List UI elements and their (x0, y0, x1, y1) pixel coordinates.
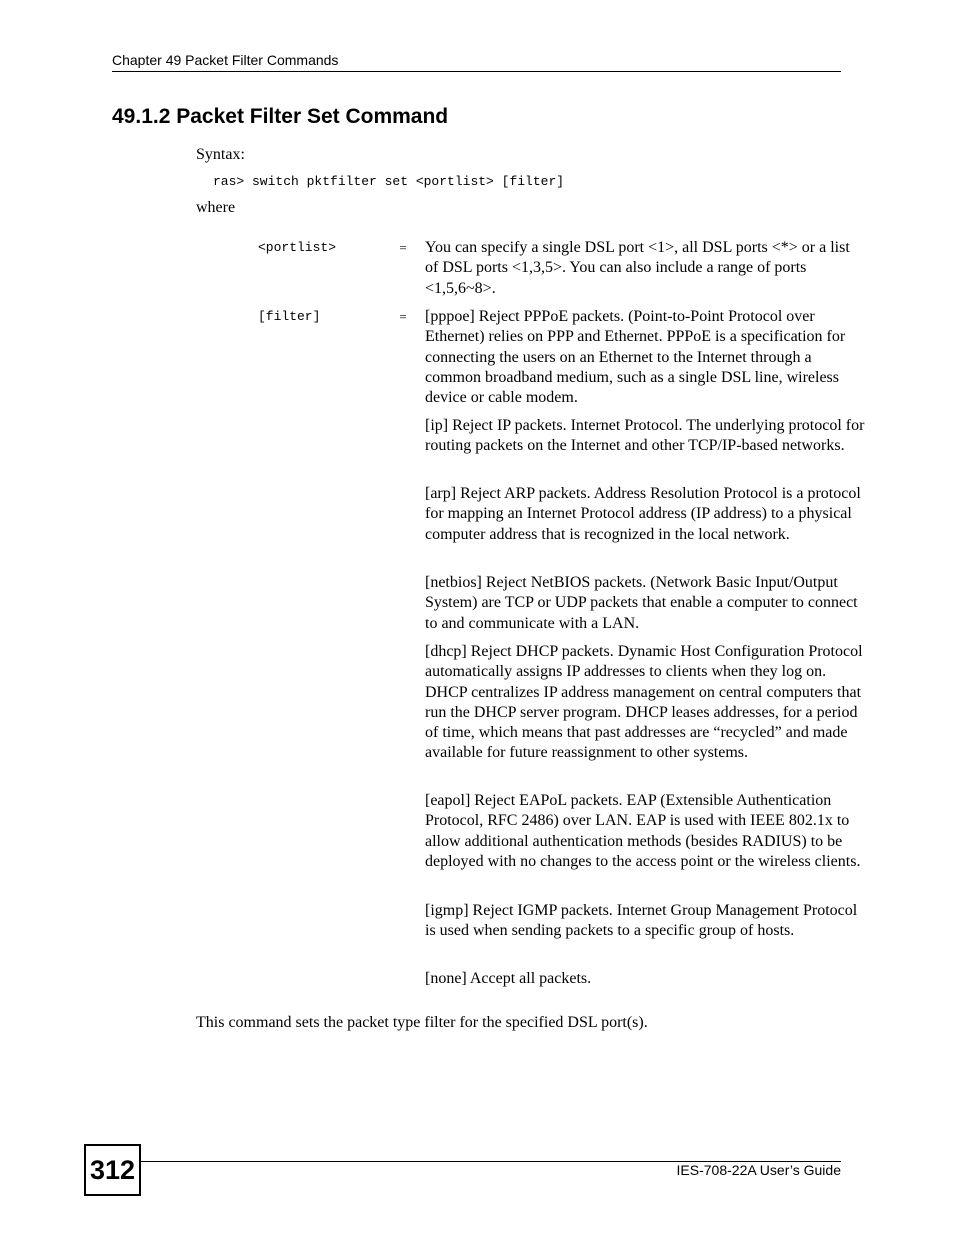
filter-option-arp: [arp] Reject ARP packets. Address Resolution Protocol is a protocol for mapping an Internet Protocol address (IP address) to a physical computer address that is recognized in the local network. (425, 485, 861, 543)
syntax-code: ras> switch pktfilter set <portlist> [filter] (213, 174, 565, 189)
filter-option-igmp: [igmp] Reject IGMP packets. Internet Group Management Protocol is used when sending packets to a specific group of hosts. (425, 902, 858, 940)
param-name-filter: [filter] (258, 309, 321, 324)
page-number: 312 (84, 1144, 141, 1196)
filter-option-pppoe: [pppoe] Reject PPPoE packets. (Point-to-Point Protocol over Ethernet) relies on PPP and Ethernet. PPPoE is a specification for connecting the users on an Ethernet to the Internet through a common broadband medium, such as a single DSL line, wireless device or cable modem. (425, 308, 846, 407)
syntax-label: Syntax: (196, 146, 245, 163)
param-name-portlist: <portlist> (258, 240, 337, 255)
filter-option-eapol: [eapol] Reject EAPoL packets. EAP (Extensible Authentication Protocol, RFC 2486) over LAN. EAP is used with IEEE 802.1x to allow additional authentication methods (besides RADIUS) to be deployed with no changes to the access point or the wireless clients. (425, 792, 861, 870)
filter-option-ip: [ip] Reject IP packets. Internet Protocol. The underlying protocol for routing packets on the Internet and other TCP/IP-based networks. (425, 417, 865, 455)
filter-option-none: [none] Accept all packets. (425, 970, 592, 987)
param-equals: = (399, 240, 407, 255)
filter-option-netbios: [netbios] Reject NetBIOS packets. (Network Basic Input/Output System) are TCP or UDP packets that enable a computer to connect to and communicate with a LAN. (425, 574, 858, 632)
section-title: 49.1.2 Packet Filter Set Command (112, 105, 449, 128)
param-description-portlist: You can specify a single DSL port <1>, all DSL ports <*> or a list of DSL ports <1,3,5>. You can also include a range of ports <1,5,6~8>. (425, 239, 850, 297)
guide-title: IES-708-22A User’s Guide (676, 1162, 841, 1178)
where-label: where (196, 199, 236, 216)
header-divider (112, 71, 841, 72)
chapter-title: Chapter 49 Packet Filter Commands (112, 52, 339, 68)
filter-option-dhcp: [dhcp] Reject DHCP packets. Dynamic Host Configuration Protocol automatically assigns IP addresses to clients when they log on. DHCP centralizes IP address management on central computers that run the DHCP server program. DHCP leases addresses, for a period of time, which means that past addresses are “recycled” and made available for future reassignment to other systems. (425, 643, 863, 762)
command-summary: This command sets the packet type filter for the specified DSL port(s). (196, 1014, 648, 1031)
param-equals: = (399, 309, 407, 324)
